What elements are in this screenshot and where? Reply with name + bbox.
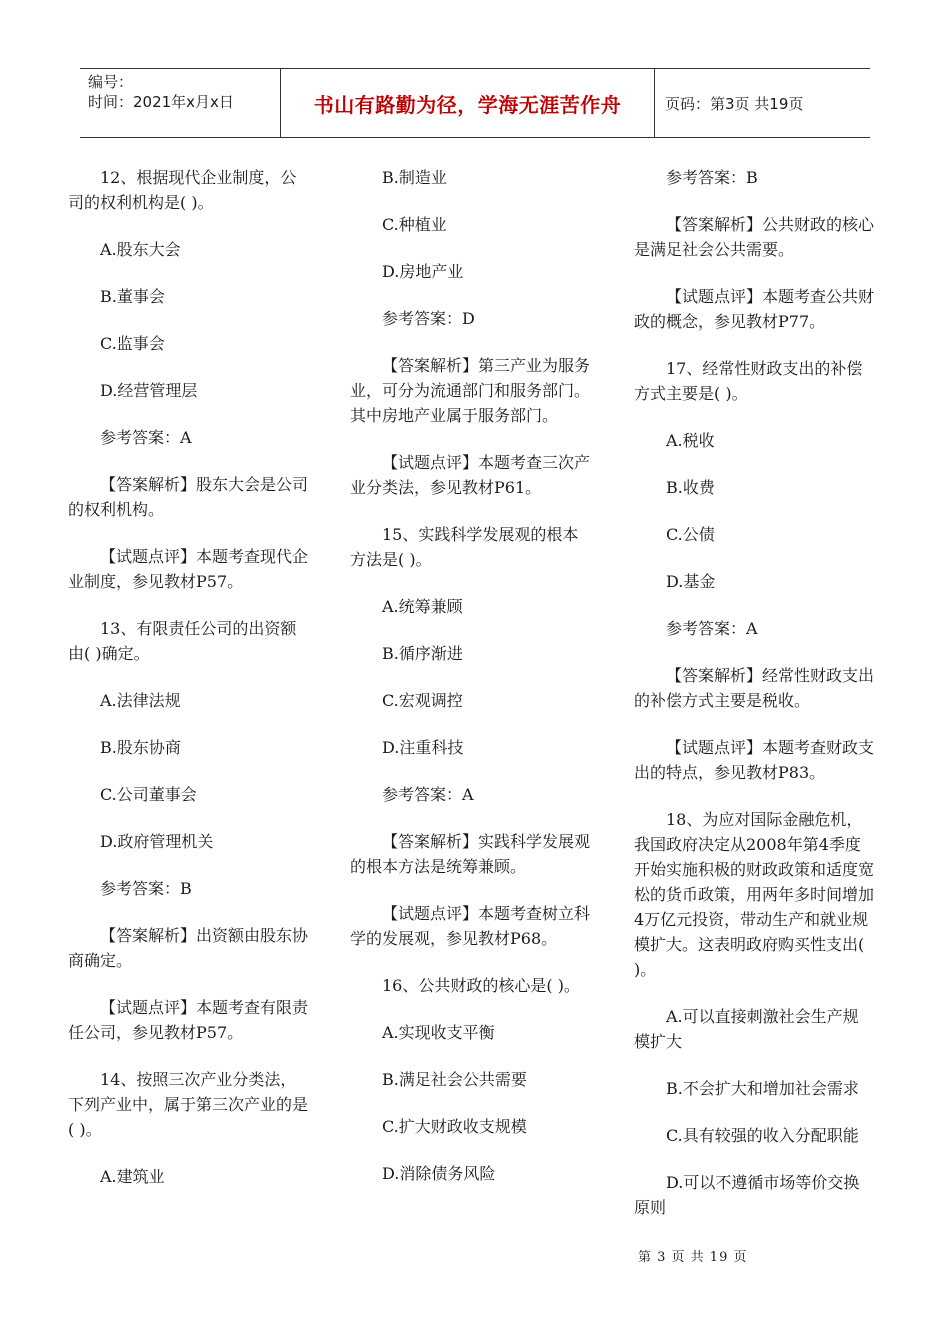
option-line: A.统筹兼顾 <box>382 597 463 616</box>
answer-line: 参考答案：B <box>666 168 758 187</box>
option-line: C.公司董事会 <box>100 785 197 804</box>
option-line: B.不会扩大和增加社会需求 <box>666 1079 859 1098</box>
option-line: B.董事会 <box>100 287 165 306</box>
header-motto-cell <box>281 69 655 137</box>
option-line: C.宏观调控 <box>382 691 463 710</box>
option-line: C.具有较强的收入分配职能 <box>666 1126 859 1145</box>
question-17-stem: 17、经常性财政支出的补偿方式主要是( )。 <box>634 359 863 403</box>
commentary-paragraph: 【试题点评】本题考查有限责任公司，参见教材P57。 <box>68 998 309 1042</box>
commentary-paragraph: 【试题点评】本题考查三次产业分类法，参见教材P61。 <box>350 453 591 497</box>
commentary-paragraph: 【试题点评】本题考查现代企业制度，参见教材P57。 <box>68 547 309 591</box>
option-line: B.股东协商 <box>100 738 181 757</box>
option-line: A.实现收支平衡 <box>382 1023 495 1042</box>
question-12-stem: 12、根据现代企业制度，公司的权利机构是( )。 <box>68 168 297 212</box>
option-line: D.注重科技 <box>382 738 464 757</box>
header-meta <box>80 69 281 137</box>
explanation-paragraph: 【答案解析】股东大会是公司的权利机构。 <box>68 475 309 519</box>
explanation-paragraph: 【答案解析】经常性财政支出的补偿方式主要是税收。 <box>634 666 875 710</box>
option-line: D.经营管理层 <box>100 381 198 400</box>
answer-line: 参考答案：A <box>100 428 192 447</box>
option-line: A.股东大会 <box>100 240 181 259</box>
option-line: B.制造业 <box>382 168 447 187</box>
explanation-paragraph: 【答案解析】第三产业为服务业，可分为流通部门和服务部门。其中房地产业属于服务部门。 <box>350 356 591 425</box>
option-line: D.消除债务风险 <box>382 1164 496 1183</box>
option-line: D.基金 <box>666 572 716 591</box>
option-line: C.种植业 <box>382 215 447 234</box>
page-header <box>80 68 870 138</box>
commentary-paragraph: 【试题点评】本题考查树立科学的发展观，参见教材P68。 <box>350 904 591 948</box>
option-line: D.房地产业 <box>382 262 464 281</box>
page-footer: 第 3 页 共 19 页 <box>638 1250 748 1265</box>
document-time-label: 时间：2021年x月x日 <box>88 93 234 111</box>
option-line: C.公债 <box>666 525 715 544</box>
question-18-stem: 18、为应对国际金融危机，我国政府决定从2008年第4季度开始实施积极的财政政策和适度宽松的货币政策，用两年多时间增加4万亿元投资，带动生产和就业规模扩大。这表明政府购买性支出( )。 <box>634 810 875 979</box>
explanation-paragraph: 【答案解析】公共财政的核心是满足社会公共需要。 <box>634 215 875 259</box>
answer-line: 参考答案：D <box>382 309 475 328</box>
answer-line: 参考答案：B <box>100 879 192 898</box>
answer-line: 参考答案：A <box>382 785 474 804</box>
content-column-3 <box>634 165 874 1242</box>
document-number-label: 编号： <box>88 73 134 91</box>
question-13-stem: 13、有限责任公司的出资额由( )确定。 <box>68 619 297 663</box>
option-line: B.循序渐进 <box>382 644 463 663</box>
option-line: C.扩大财政收支规模 <box>382 1117 527 1136</box>
motto-text: 书山有路勤为径，学海无涯苦作舟 <box>313 92 622 117</box>
option-line: C.监事会 <box>100 334 165 353</box>
option-line: A.税收 <box>666 431 715 450</box>
header-page-cell <box>655 69 870 137</box>
option-line: A.可以直接刺激社会生产规模扩大 <box>634 1007 859 1051</box>
content-column-2 <box>350 165 590 1208</box>
explanation-paragraph: 【答案解析】出资额由股东协商确定。 <box>68 926 309 970</box>
option-line: A.建筑业 <box>100 1167 165 1186</box>
question-16-stem: 16、公共财政的核心是( )。 <box>382 976 580 995</box>
page-code: 页码：第3页 共19页 <box>665 94 804 113</box>
option-line: B.满足社会公共需要 <box>382 1070 527 1089</box>
content-column-1 <box>68 165 308 1211</box>
answer-line: 参考答案：A <box>666 619 758 638</box>
question-14-stem: 14、按照三次产业分类法，下列产业中，属于第三次产业的是( )。 <box>68 1070 309 1139</box>
option-line: A.法律法规 <box>100 691 181 710</box>
explanation-paragraph: 【答案解析】实践科学发展观的根本方法是统筹兼顾。 <box>350 832 591 876</box>
commentary-paragraph: 【试题点评】本题考查公共财政的概念，参见教材P77。 <box>634 287 875 331</box>
option-line: D.可以不遵循市场等价交换原则 <box>634 1173 860 1217</box>
option-line: D.政府管理机关 <box>100 832 214 851</box>
option-line: B.收费 <box>666 478 715 497</box>
question-15-stem: 15、实践科学发展观的根本方法是( )。 <box>350 525 579 569</box>
commentary-paragraph: 【试题点评】本题考查财政支出的特点，参见教材P83。 <box>634 738 875 782</box>
